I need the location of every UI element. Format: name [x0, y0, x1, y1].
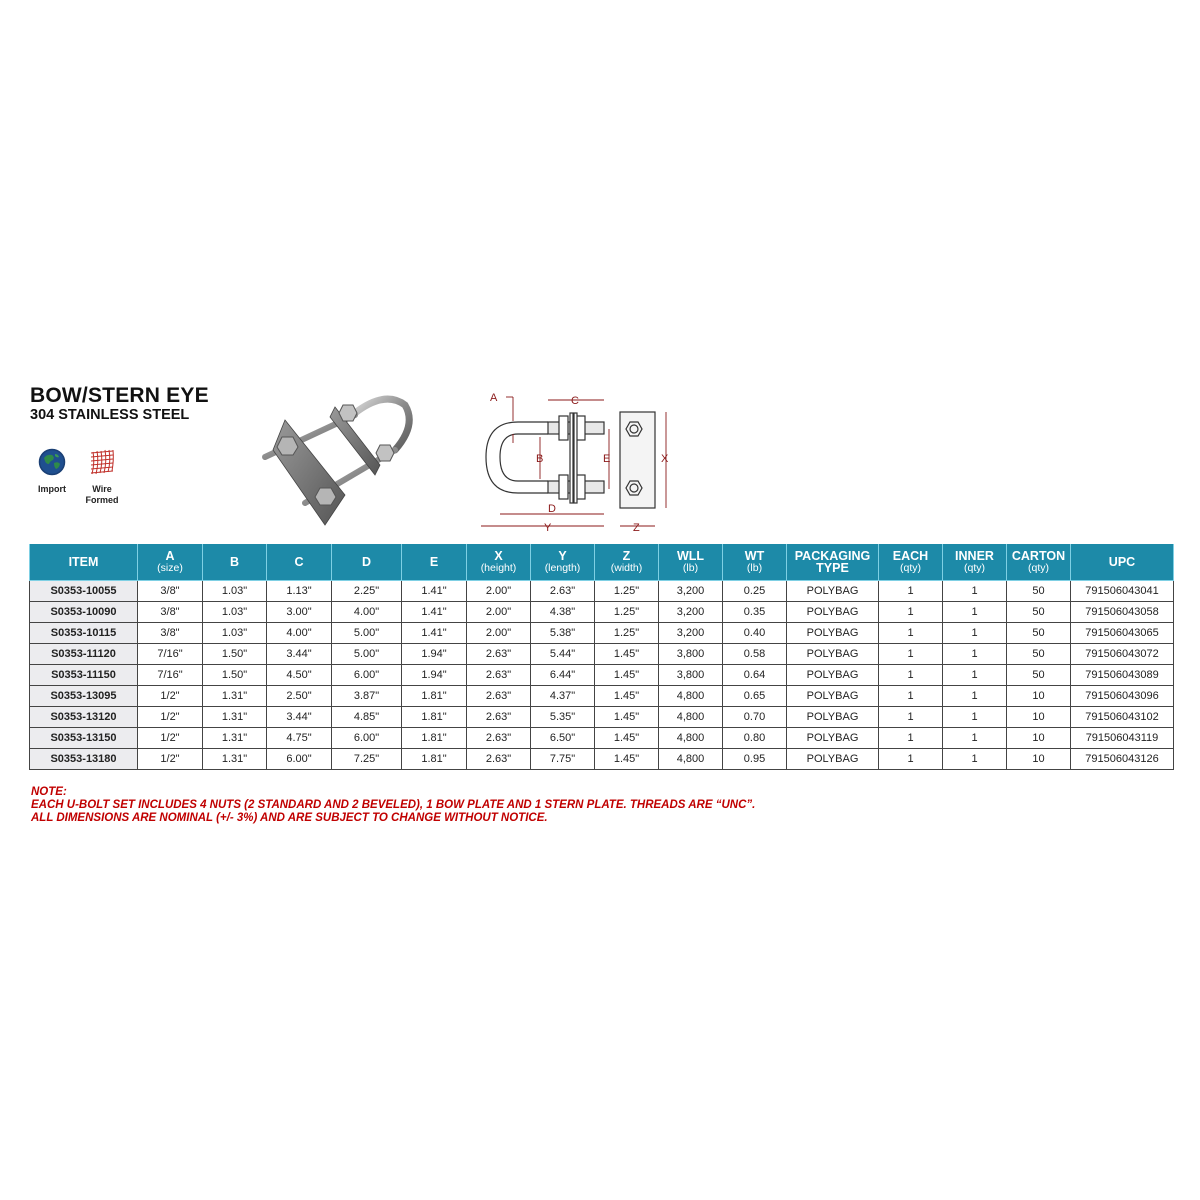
cell-carton: 50	[1007, 644, 1071, 665]
cell-e: 1.41"	[402, 581, 467, 602]
cell-wt: 0.95	[723, 749, 787, 770]
cell-item: S0353-13095	[30, 686, 138, 707]
column-header-wll	[659, 544, 723, 581]
cell-each: 1	[879, 686, 943, 707]
table-row	[30, 581, 1174, 602]
column-header-packaging	[787, 544, 879, 581]
column-header-label: ITEM	[68, 555, 99, 569]
table-row	[30, 665, 1174, 686]
cell-y: 7.75"	[531, 749, 595, 770]
cell-wll: 4,800	[659, 707, 723, 728]
globe-icon	[38, 448, 66, 476]
svg-text:D: D	[548, 503, 556, 515]
cell-carton: 50	[1007, 665, 1071, 686]
column-header-label: WLL	[676, 549, 705, 563]
cell-each: 1	[879, 623, 943, 644]
cell-carton: 50	[1007, 623, 1071, 644]
cell-wll: 3,200	[659, 602, 723, 623]
u-bolt-dimension-drawing	[478, 385, 678, 532]
cell-upc: 791506043058	[1071, 602, 1174, 623]
cell-carton: 10	[1007, 728, 1071, 749]
cell-b: 1.03"	[203, 602, 267, 623]
cell-inner: 1	[943, 665, 1007, 686]
cell-wll: 3,800	[659, 665, 723, 686]
cell-inner: 1	[943, 728, 1007, 749]
cell-a: 7/16"	[138, 644, 203, 665]
cell-x: 2.63"	[467, 728, 531, 749]
column-header-sublabel: (qty)	[964, 562, 985, 574]
cell-each: 1	[879, 602, 943, 623]
column-header-sublabel: (height)	[480, 562, 517, 574]
column-header-sublabel: (lb)	[746, 562, 763, 574]
cell-c: 2.50"	[267, 686, 332, 707]
cell-wll: 3,200	[659, 623, 723, 644]
column-header-carton	[1007, 544, 1071, 581]
cell-z: 1.45"	[595, 665, 659, 686]
cell-x: 2.63"	[467, 686, 531, 707]
cell-a: 3/8"	[138, 623, 203, 644]
cell-d: 3.87"	[332, 686, 402, 707]
table-body	[30, 581, 1174, 770]
cell-y: 5.38"	[531, 623, 595, 644]
column-header-sublabel: (size)	[157, 562, 183, 574]
cell-y: 4.37"	[531, 686, 595, 707]
cell-inner: 1	[943, 707, 1007, 728]
cell-wt: 0.25	[723, 581, 787, 602]
cell-each: 1	[879, 644, 943, 665]
cell-wt: 0.70	[723, 707, 787, 728]
cell-wt: 0.40	[723, 623, 787, 644]
cell-wll: 3,200	[659, 581, 723, 602]
column-header-sublabel: (qty)	[1028, 562, 1049, 574]
cell-each: 1	[879, 728, 943, 749]
cell-b: 1.50"	[203, 644, 267, 665]
cell-packaging: POLYBAG	[787, 707, 879, 728]
cell-carton: 10	[1007, 686, 1071, 707]
column-header-a	[138, 544, 203, 581]
cell-item: S0353-11120	[30, 644, 138, 665]
table-row	[30, 602, 1174, 623]
cell-e: 1.41"	[402, 602, 467, 623]
column-header-label: INNER	[955, 549, 994, 563]
cell-a: 1/2"	[138, 728, 203, 749]
cell-wt: 0.64	[723, 665, 787, 686]
cell-y: 6.50"	[531, 728, 595, 749]
cell-packaging: POLYBAG	[787, 644, 879, 665]
note-heading: NOTE:	[31, 786, 67, 798]
cell-b: 1.31"	[203, 728, 267, 749]
cell-e: 1.81"	[402, 686, 467, 707]
cell-c: 1.13"	[267, 581, 332, 602]
cell-wll: 3,800	[659, 644, 723, 665]
column-header-label: WT	[744, 549, 765, 563]
svg-text:Y: Y	[544, 522, 552, 532]
cell-c: 4.00"	[267, 623, 332, 644]
cell-z: 1.45"	[595, 749, 659, 770]
cell-wt: 0.65	[723, 686, 787, 707]
table-row	[30, 707, 1174, 728]
cell-x: 2.00"	[467, 602, 531, 623]
cell-e: 1.81"	[402, 749, 467, 770]
wire-formed-badge	[77, 448, 127, 506]
column-header-label: Z	[622, 549, 631, 563]
cell-e: 1.41"	[402, 623, 467, 644]
cell-c: 3.44"	[267, 707, 332, 728]
note-line-1: EACH U-BOLT SET INCLUDES 4 NUTS (2 STANDARD AND 2 BEVELED), 1 BOW PLATE AND 1 STERN PLATE. THREADS ARE “UNC”.	[31, 799, 756, 811]
column-header-label: C	[294, 555, 304, 569]
cell-c: 3.44"	[267, 644, 332, 665]
cell-z: 1.25"	[595, 602, 659, 623]
column-header-sublabel: (qty)	[900, 562, 921, 574]
wire-mesh-icon	[87, 448, 117, 476]
cell-x: 2.63"	[467, 749, 531, 770]
table-row	[30, 644, 1174, 665]
cell-y: 5.44"	[531, 644, 595, 665]
column-header-label: UPC	[1108, 555, 1136, 569]
cell-packaging: POLYBAG	[787, 602, 879, 623]
cell-item: S0353-10115	[30, 623, 138, 644]
column-header-label: EACH	[892, 549, 929, 563]
svg-text:A: A	[490, 392, 498, 404]
cell-a: 3/8"	[138, 602, 203, 623]
column-header-y	[531, 544, 595, 581]
cell-d: 7.25"	[332, 749, 402, 770]
cell-b: 1.31"	[203, 749, 267, 770]
spec-table	[29, 544, 1174, 770]
cell-upc: 791506043041	[1071, 581, 1174, 602]
cell-item: S0353-10055	[30, 581, 138, 602]
wire-formed-label-line1: Wire	[92, 484, 112, 494]
cell-upc: 791506043102	[1071, 707, 1174, 728]
cell-z: 1.25"	[595, 581, 659, 602]
cell-a: 1/2"	[138, 707, 203, 728]
cell-inner: 1	[943, 644, 1007, 665]
import-badge	[27, 448, 77, 495]
cell-packaging: POLYBAG	[787, 623, 879, 644]
cell-upc: 791506043119	[1071, 728, 1174, 749]
cell-carton: 50	[1007, 602, 1071, 623]
note-line-2: ALL DIMENSIONS ARE NOMINAL (+/- 3%) AND ARE SUBJECT TO CHANGE WITHOUT NOTICE.	[31, 812, 548, 824]
cell-d: 4.00"	[332, 602, 402, 623]
cell-inner: 1	[943, 749, 1007, 770]
cell-wt: 0.80	[723, 728, 787, 749]
column-header-label: Y	[558, 549, 567, 563]
svg-text:X: X	[661, 453, 669, 465]
column-header-sublabel: (length)	[544, 562, 581, 574]
cell-packaging: POLYBAG	[787, 665, 879, 686]
cell-wll: 4,800	[659, 728, 723, 749]
cell-d: 5.00"	[332, 644, 402, 665]
cell-d: 6.00"	[332, 665, 402, 686]
cell-carton: 10	[1007, 707, 1071, 728]
cell-c: 3.00"	[267, 602, 332, 623]
column-header-x	[467, 544, 531, 581]
cell-b: 1.50"	[203, 665, 267, 686]
svg-text:C: C	[571, 395, 579, 407]
svg-text:Z: Z	[633, 522, 640, 532]
cell-packaging: POLYBAG	[787, 581, 879, 602]
column-header-c	[267, 544, 332, 581]
cell-item: S0353-11150	[30, 665, 138, 686]
cell-upc: 791506043089	[1071, 665, 1174, 686]
cell-e: 1.81"	[402, 728, 467, 749]
cell-d: 6.00"	[332, 728, 402, 749]
column-header-b	[203, 544, 267, 581]
table-row	[30, 749, 1174, 770]
cell-e: 1.94"	[402, 665, 467, 686]
column-header-wt	[723, 544, 787, 581]
column-header-label: D	[361, 555, 372, 569]
cell-y: 5.35"	[531, 707, 595, 728]
cell-b: 1.03"	[203, 581, 267, 602]
cell-inner: 1	[943, 623, 1007, 644]
cell-packaging: POLYBAG	[787, 686, 879, 707]
cell-d: 5.00"	[332, 623, 402, 644]
cell-x: 2.00"	[467, 623, 531, 644]
cell-x: 2.63"	[467, 707, 531, 728]
cell-a: 1/2"	[138, 686, 203, 707]
cell-upc: 791506043065	[1071, 623, 1174, 644]
table-row	[30, 623, 1174, 644]
cell-carton: 50	[1007, 581, 1071, 602]
cell-packaging: POLYBAG	[787, 749, 879, 770]
cell-x: 2.00"	[467, 581, 531, 602]
cell-each: 1	[879, 665, 943, 686]
column-header-label: A	[165, 549, 175, 563]
column-header-sublabel: (width)	[610, 562, 643, 574]
cell-each: 1	[879, 749, 943, 770]
cell-c: 4.50"	[267, 665, 332, 686]
notes-section	[31, 786, 755, 825]
cell-packaging: POLYBAG	[787, 728, 879, 749]
cell-each: 1	[879, 707, 943, 728]
cell-a: 7/16"	[138, 665, 203, 686]
cell-wt: 0.35	[723, 602, 787, 623]
cell-wll: 4,800	[659, 749, 723, 770]
column-header-label: E	[429, 555, 439, 569]
cell-z: 1.25"	[595, 623, 659, 644]
cell-b: 1.31"	[203, 686, 267, 707]
column-header-inner	[943, 544, 1007, 581]
column-header-label: CARTON	[1011, 549, 1066, 563]
cell-d: 4.85"	[332, 707, 402, 728]
column-header-label: X	[494, 549, 503, 563]
cell-e: 1.81"	[402, 707, 467, 728]
column-header-label: PACKAGING	[794, 549, 871, 563]
product-subtitle: 304 STAINLESS STEEL	[30, 407, 190, 423]
wire-formed-badge-label	[77, 484, 127, 506]
cell-e: 1.94"	[402, 644, 467, 665]
cell-a: 3/8"	[138, 581, 203, 602]
cell-inner: 1	[943, 686, 1007, 707]
cell-wt: 0.58	[723, 644, 787, 665]
wire-formed-label-line2: Formed	[85, 495, 119, 505]
cell-upc: 791506043096	[1071, 686, 1174, 707]
svg-text:E: E	[603, 453, 611, 465]
column-header-z	[595, 544, 659, 581]
cell-each: 1	[879, 581, 943, 602]
cell-wll: 4,800	[659, 686, 723, 707]
cell-d: 2.25"	[332, 581, 402, 602]
column-header-d	[332, 544, 402, 581]
cell-y: 4.38"	[531, 602, 595, 623]
column-header-e	[402, 544, 467, 581]
cell-b: 1.31"	[203, 707, 267, 728]
cell-inner: 1	[943, 602, 1007, 623]
column-header-sublabel: (lb)	[682, 562, 699, 574]
cell-z: 1.45"	[595, 644, 659, 665]
cell-c: 4.75"	[267, 728, 332, 749]
cell-y: 6.44"	[531, 665, 595, 686]
cell-item: S0353-13180	[30, 749, 138, 770]
table-header-row	[30, 544, 1174, 581]
u-bolt-product-photo	[245, 385, 440, 530]
cell-upc: 791506043072	[1071, 644, 1174, 665]
column-header-item	[30, 544, 138, 581]
cell-item: S0353-13120	[30, 707, 138, 728]
cell-item: S0353-13150	[30, 728, 138, 749]
column-header-each	[879, 544, 943, 581]
import-badge-label: Import	[38, 484, 66, 494]
cell-z: 1.45"	[595, 686, 659, 707]
cell-upc: 791506043126	[1071, 749, 1174, 770]
cell-inner: 1	[943, 581, 1007, 602]
column-header-label: B	[229, 555, 240, 569]
cell-c: 6.00"	[267, 749, 332, 770]
product-title: BOW/STERN EYE	[30, 384, 209, 407]
cell-y: 2.63"	[531, 581, 595, 602]
table-row	[30, 686, 1174, 707]
cell-z: 1.45"	[595, 728, 659, 749]
cell-x: 2.63"	[467, 665, 531, 686]
cell-a: 1/2"	[138, 749, 203, 770]
svg-text:B: B	[536, 453, 544, 465]
cell-z: 1.45"	[595, 707, 659, 728]
table-row	[30, 728, 1174, 749]
cell-b: 1.03"	[203, 623, 267, 644]
column-header-sublabel: TYPE	[816, 561, 849, 575]
cell-item: S0353-10090	[30, 602, 138, 623]
column-header-upc	[1071, 544, 1174, 581]
cell-carton: 10	[1007, 749, 1071, 770]
cell-x: 2.63"	[467, 644, 531, 665]
